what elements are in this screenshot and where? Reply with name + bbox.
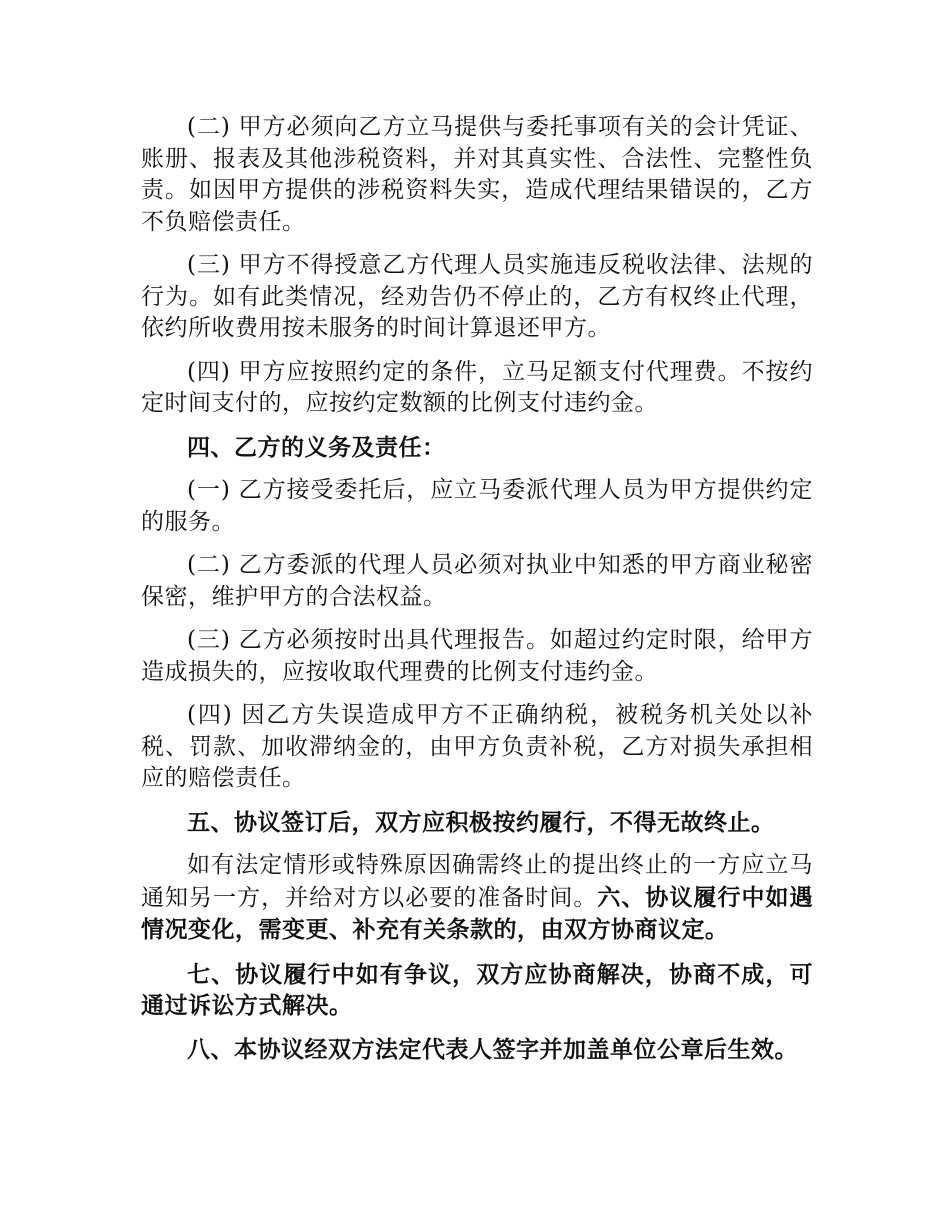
section-4-heading: 四、乙方的义务及责任： <box>187 433 446 461</box>
clause-4-2: (二) 乙方委派的代理人员必须对执业中知悉的甲方商业秘密保密，维护甲方的合法权益。 <box>141 552 813 610</box>
section-7-heading: 七、协议履行中如有争议，双方应协商解决，协商不成，可通过诉讼方式解决。 <box>141 960 813 1019</box>
clause-2-3: (三) 甲方不得授意乙方代理人员实施违反税收法律、法规的行为。如有此类情况，经劝告仍不停止的，乙方有权终止代理，依约所收费用按未服务的时间计算退还甲方。 <box>141 252 813 341</box>
clause-4-1: (一) 乙方接受委托后，应立马委派代理人员为甲方提供约定的服务。 <box>141 477 813 535</box>
section-5-body <box>141 850 813 947</box>
termination-notice-text: 如有法定情形或特殊原因确需终止的提出终止的一方应立马通知另一方，并给对方以必要的准备时间。 <box>141 852 813 911</box>
document-page <box>141 112 813 1077</box>
clause-2-2: (二) 甲方必须向乙方立马提供与委托事项有关的会计凭证、账册、报表及其他涉税资料，并对其真实性、合法性、完整性负责。如因甲方提供的涉税资料失实，造成代理结果错误的，乙方不负赔偿责任。 <box>141 114 813 235</box>
section-8-heading: 八、本协议经双方法定代表人签字并加盖单位公章后生效。 <box>187 1035 798 1063</box>
clause-4-4: (四) 因乙方失误造成甲方不正确纳税，被税务机关处以补税、罚款、加收滞纳金的，由甲方负责补税，乙方对损失承担相应的赔偿责任。 <box>141 702 813 791</box>
section-5-heading: 五、协议签订后，双方应积极按约履行，不得无故终止。 <box>187 808 775 836</box>
clause-2-4: (四) 甲方应按照约定的条件，立马足额支付代理费。不按约定时间支付的，应按约定数额的比例支付违约金。 <box>141 358 813 416</box>
clause-4-3: (三) 乙方必须按时出具代理报告。如超过约定时限，给甲方造成损失的，应按收取代理费的比例支付违约金。 <box>141 627 813 685</box>
section-6-heading: 六、协议履行中如遇情况变化，需变更、补充有关条款的，由双方协商议定。 <box>141 883 814 943</box>
